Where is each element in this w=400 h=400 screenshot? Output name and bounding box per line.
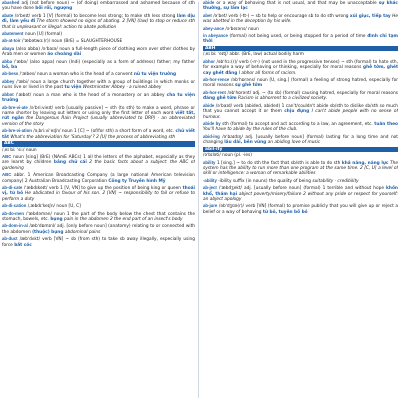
dictionary-entry: [203, 77, 398, 89]
headword: ab-duct: [2, 236, 18, 242]
dictionary-entry: [203, 203, 398, 215]
dictionary-entry: [2, 128, 195, 140]
definition: /ˈæbdəmən/ noun 1 the part of the body below the chest that contains the stomach, bowels, etc.: [2, 211, 195, 222]
entry-banner: ABH: [203, 46, 398, 52]
dictionary-entry: [2, 71, 195, 77]
dictionary-entry: [2, 0, 195, 12]
entry-banner: ABC: [2, 141, 195, 147]
translation: xúi giục, tiếp tay: [349, 13, 391, 19]
headword: ab-at-toir: [2, 38, 21, 44]
dictionary-entry: [2, 141, 195, 153]
example: suitability · credibility: [312, 178, 359, 184]
dictionary-entry: [203, 33, 398, 45]
translation: lâu dài, bền vững: [224, 140, 267, 146]
translation: bụng: [50, 217, 63, 222]
definition: /əˌbriːviˈeɪʃn/ noun 1 [C] ~ (of/for sth) a short form of a word, etc.: [33, 129, 175, 135]
example: abject poverty/misery/failure 2 without any pride or respect for yourself: an abject apology: [203, 191, 398, 202]
left-column: [2, 0, 195, 400]
example: You'll have to abide by the rules of the club.: [203, 127, 298, 133]
translation: bối rối, ngượng: [35, 6, 73, 12]
example: the Dangerous Rain Project (usually abbreviated to DRP) · an abbreviated version of the story: [2, 116, 195, 127]
dictionary-entry: [2, 59, 195, 71]
definition: /æbˈdɒmɪnl/ adj. [only before noun] (anatomy) relating to or connected with the abdomen: [2, 224, 195, 235]
headword: abate: [2, 12, 14, 18]
definition: /ˈæbi/ noun a large church together with a group of buildings in which monks or nuns live or lived in the past: [2, 79, 195, 91]
dictionary-entry: [203, 13, 398, 25]
headword: in abeyance: [203, 33, 228, 39]
headword: abashed: [2, 0, 20, 5]
example: He abdicated in favour of his son. 2 [VN] ~ responsibility to fail or refuse to perform a duty: [2, 191, 195, 202]
dictionary-entry: [203, 90, 398, 102]
dictionary-entry: [203, 160, 398, 177]
dictionary-entry: [2, 172, 195, 184]
example: The system has the ability to run more than one program at the same time. 2 [C, U] a level of skill or intelligence: a woman of remarkable abilities: [203, 160, 398, 177]
definition: /əˈbaɪdɪŋ/ adj. [usually before noun] (formal) lasting for a long time and not changing: [203, 134, 398, 146]
example: Westminster Abbey · a ruined abbey: [82, 85, 162, 91]
dictionary-entry: [2, 38, 195, 44]
headword: abide by: [203, 120, 221, 126]
headword: ab-di-cation: [2, 203, 27, 209]
translation: áo choàng dài: [47, 52, 82, 58]
translation: tuân theo: [374, 121, 398, 127]
example: an abiding love of music: [267, 140, 321, 146]
example: He was abetted in the deception by his wife.: [203, 13, 398, 25]
example: abdominal pains: [64, 229, 101, 235]
dictionary-entry: [203, 121, 398, 133]
headword: abbot: [2, 91, 14, 97]
translation: (thuộc) bụng: [32, 229, 64, 235]
definition: or a way of behaving that is not usual, and that may be unacceptable: [216, 1, 377, 6]
headword: abbey: [2, 78, 15, 84]
headword: ab-bess: [2, 71, 19, 77]
dictionary-entry: [2, 211, 195, 223]
example: Racism is abhorrent to a civilized society.: [238, 96, 328, 102]
translation: bảng chữ cái: [53, 160, 87, 166]
dictionary-entry: [2, 223, 195, 235]
dictionary-entry: [203, 26, 398, 32]
dictionary-entry: [2, 79, 195, 91]
definition: (also abba) /əˈbaɪə/ noun a full-length piece of clothing worn over other clothes by Arab men or women: [2, 46, 195, 58]
definition: /ˈæbə/ (also appa) noun (Indi) (especially as a form of address) father; my father: [13, 59, 195, 65]
headword: abey-ance: [203, 25, 225, 31]
headword: ab-bre-vi-ation: [2, 128, 32, 134]
definition: noun [sing] (BrE) (NAmE ABCs) 1 all the letters of the alphabet, especially as they are learnt by children: [2, 154, 195, 166]
dictionary-entry: [2, 46, 195, 58]
translation: Công ty Truyền hình Mỹ: [108, 178, 166, 184]
headword: ab-bre-vi-ate: [2, 104, 28, 110]
translation: tu viện: [64, 85, 82, 91]
definition: /əˈbeɪt/ verb 1 [V] (formal) to become less strong; to make sth less strong: [14, 13, 176, 19]
headword: ab-dom-in-al: [2, 223, 28, 229]
definition: /əbˈhɔː(r)/ verb (-rr-) (not used in the progressive tenses) ~ sth (formal) to hate sth, for example a way of behaving or thinking, especially for moral reasons: [203, 59, 398, 71]
headword: ab-ject: [203, 185, 217, 191]
definition: /əbˈhɒrənt/ adj. ~ (to sb) (formal) causing hatred, especially for moral reasons: [227, 90, 398, 96]
headword: ability: [203, 159, 216, 165]
definition: /ˌeɪ biː ˈsiː/ noun: [2, 147, 37, 153]
translation: chữ viết tắt: [2, 129, 195, 140]
definition: /æbˈdʌkt/ verb [VN] ~ sb (from sth) to take sb away illegally, especially using force: [2, 237, 195, 248]
translation: viết tắt, rút ngắn: [2, 110, 195, 122]
definition: adj (not before noun) ~ (of doing) embarrassed and ashamed because of sth you have done: [2, 1, 195, 12]
headword: ABC: [2, 153, 12, 159]
definition: /əˈbaɪd/ verb (abided, abided) 1 can't/couldn't abide sb/sth to dislike sb/sth so much that you cannot accept it or them: [203, 103, 398, 115]
translation: bắt cóc: [14, 242, 32, 248]
headword: ab-hor-rent: [203, 89, 226, 95]
dictionary-entry: [203, 178, 398, 184]
dictionary-entry: [2, 203, 195, 209]
headword: -ability: [203, 177, 217, 183]
headword: ABC: [2, 172, 12, 178]
example: pain in the abdomen 2 the end part of an insect's body: [63, 217, 183, 222]
dictionary-entry: [2, 13, 195, 30]
translation: nữ tu viện trưởng: [133, 72, 177, 78]
dictionary-entry: [203, 59, 398, 76]
definition: /ˌeɪ biː ˈeɪtʃ/ abbr. (BrE, law) actual bodily harm: [203, 52, 304, 58]
dictionary-entry: [2, 92, 195, 104]
translation: khốn khổ, thảm hại: [203, 186, 398, 197]
dictionary-entry: [203, 147, 398, 159]
headword: ab-di-cate: [2, 184, 23, 190]
column-divider: [198, 2, 199, 398]
example: I abhor all forms of racism.: [238, 70, 297, 76]
definition: -ibility suffix (in nouns) the quality of being: [218, 178, 311, 184]
dictionary-entry: [203, 0, 398, 12]
definition: noun [U] (formal): [24, 32, 63, 38]
definition: /ˈæbes/ noun a woman who is the head of a convent: [19, 72, 133, 78]
translation: làm dịu đi, làm yếu đi: [2, 13, 195, 25]
headword: abide: [203, 102, 215, 108]
dictionary-entry: [203, 134, 398, 146]
definition: /ˈæbdʒekt/ adj. [usually before noun] (formal) 1 terrible and without hope: [218, 186, 384, 192]
definition: /ˈæbətwɑː(r)/ noun (BrE) = SLAUGHTERHOUSE: [22, 39, 123, 45]
definition: sth (formal) to accept and act according to a law, an agreement, etc.: [222, 121, 373, 127]
entry-banner: abil-ity: [203, 147, 398, 153]
definition: /əbˈhɒrəns/ noun [U, sing.] (formal) a feeling of strong hatred, especially for moral reasons: [203, 78, 398, 89]
translation: từ bỏ, tuyên bố bỏ: [262, 209, 308, 215]
translation: sự ghê tởm: [234, 83, 263, 89]
right-column: [203, 0, 398, 400]
headword: abid-ing: [203, 133, 220, 139]
definition: /əˈbriːvieɪt/ verb [usually passive] ~ sth (to sth) to make a word, phrase or name shorter by leaving out letters or using only the first letter of each word: [2, 105, 195, 116]
translation: sự khác thường, sự lầm lạc: [203, 1, 398, 12]
dictionary-entry: [2, 105, 195, 128]
dictionary-entry: [203, 185, 398, 202]
definition: (formal) not being used, or being stopped for a period of time: [229, 34, 366, 40]
translation: cha tu viện trưởng: [2, 92, 195, 104]
example: What's the abbreviation for 'Saturday'? 2 [U] the process of abbreviating sth: [10, 134, 176, 140]
headword: abba: [2, 58, 13, 64]
definition: /əbˈdʒʊə(r)/ verb [VN] (formal) to promise publicly that you will give up or reject a belief or a way of behaving: [203, 204, 398, 215]
definition: /əˈbeɪəns/ noun: [225, 26, 259, 32]
dictionary-entry: [2, 185, 195, 202]
headword: abaya: [2, 45, 15, 51]
headword: ab-hor-rence: [203, 77, 230, 83]
definition: /əˈbet/ verb (-tt-) ~ sb to help or encourage sb to do sth wrong: [213, 13, 349, 19]
definition: 1 [sing.] ~ to do sth the fact that sb/sth is able to do sth: [216, 160, 341, 166]
translation: bố, ba: [2, 65, 18, 71]
definition: /ˈæbdɪkeɪt/ verb 1 [V, VN] to give up the position of being king or queen: [23, 185, 182, 191]
dictionary-entry: [2, 31, 195, 37]
translation: khả năng, năng lực: [341, 160, 389, 166]
headword: abet: [203, 12, 212, 18]
dictionary-entry: [2, 236, 195, 248]
dictionary-entry: [2, 154, 195, 171]
headword: abatement: [2, 31, 24, 37]
translation: đình chỉ tạm thời: [203, 34, 398, 45]
translation: ghê tởm, ghét cay ghét đắng: [203, 65, 398, 76]
dictionary-entry: [203, 103, 398, 120]
translation: chịu đựng: [284, 109, 310, 115]
dictionary-entry: [203, 46, 398, 58]
headword: abhor: [203, 58, 215, 64]
definition: /ˌæbdɪˈkeɪʃn/ noun [U, C]: [27, 204, 81, 210]
headword: ab-jure: [203, 203, 218, 209]
headword: ab-do-men: [2, 210, 24, 216]
example: The storm showed no signs of abating. 2 [VN] (law) to stop or reduce sth that is unpleasant or illegal: action to abate pollution: [2, 19, 195, 30]
definition: /əˈbɪləti/ noun (pl. -ies): [203, 153, 252, 159]
definition: abbr. 1 American Broadcasting Company (a large national American television company) 2 Australian Broadcasting Corporation: [2, 173, 195, 184]
example: I can't abide people with no sense of humour.: [203, 109, 398, 120]
translation: thoái vị, từ bỏ: [2, 185, 195, 197]
translation: đáng ghê tởm: [203, 96, 237, 102]
definition: /ˈæbət/ noun a man who is the head of a monastery or an abbey: [15, 92, 165, 98]
headword: abide: [203, 0, 215, 5]
example: 2 the basic facts about a subject: the ABC of gardening: [2, 160, 195, 171]
